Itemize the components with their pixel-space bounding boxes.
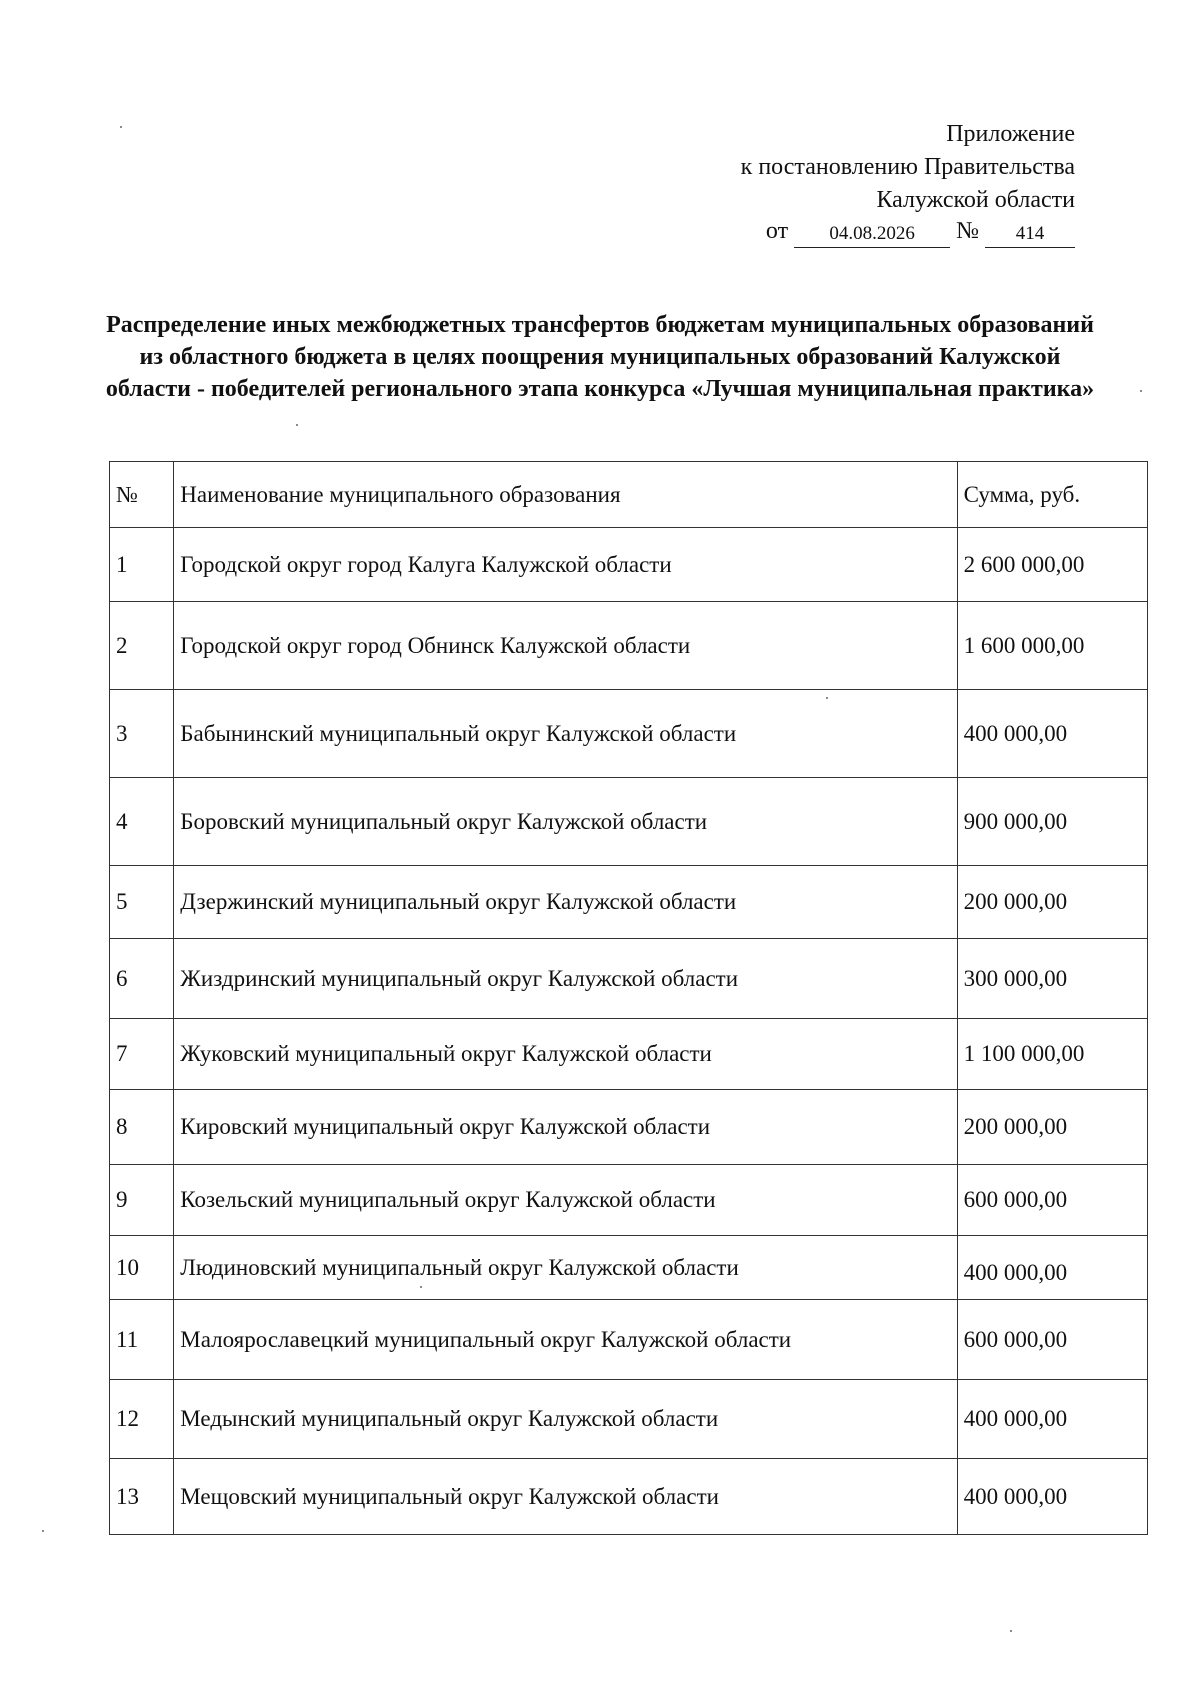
scan-speck xyxy=(1140,390,1142,392)
decree-date: 04.08.2026 xyxy=(794,221,950,248)
table-row xyxy=(110,690,1148,778)
appendix-line: Калужской области xyxy=(876,187,1075,213)
appendix-line: к постановлению Правительства xyxy=(740,154,1075,180)
row-sum: 1 100 000,00 xyxy=(957,1019,1147,1090)
decree-number: 414 xyxy=(985,221,1075,248)
row-sum: 1 600 000,00 xyxy=(957,602,1147,690)
table-row xyxy=(110,1236,1148,1300)
scan-speck xyxy=(826,697,828,699)
row-name: Кировский муниципальный округ Калужской области xyxy=(174,1090,957,1165)
row-number: 5 xyxy=(110,866,174,939)
table-header-row xyxy=(110,462,1148,528)
scan-speck xyxy=(296,424,298,426)
appendix-line: Приложение xyxy=(946,121,1075,147)
row-name: Малоярославецкий муниципальный округ Калужской области xyxy=(174,1300,957,1380)
appendix-reference xyxy=(741,215,1075,248)
row-name: Жуковский муниципальный округ Калужской области xyxy=(174,1019,957,1090)
row-sum: 400 000,00 xyxy=(957,1459,1147,1535)
table-row xyxy=(110,778,1148,866)
table-row xyxy=(110,1019,1148,1090)
header-sum: Сумма, руб. xyxy=(957,462,1147,528)
row-number: 8 xyxy=(110,1090,174,1165)
row-name: Мещовский муниципальный округ Калужской области xyxy=(174,1459,957,1535)
row-sum: 900 000,00 xyxy=(957,778,1147,866)
row-name: Медынский муниципальный округ Калужской области xyxy=(174,1380,957,1459)
row-name: Людиновский муниципальный округ Калужской области xyxy=(174,1236,957,1300)
scan-speck xyxy=(1010,1630,1012,1632)
row-number: 11 xyxy=(110,1300,174,1380)
appendix-block xyxy=(741,118,1075,248)
row-name: Городской округ город Калуга Калужской области xyxy=(174,528,957,602)
table-row xyxy=(110,1090,1148,1165)
table-row xyxy=(110,528,1148,602)
row-sum: 600 000,00 xyxy=(957,1300,1147,1380)
row-sum: 300 000,00 xyxy=(957,939,1147,1019)
date-prefix: от xyxy=(765,218,789,244)
scan-speck xyxy=(42,1530,44,1532)
row-sum: 200 000,00 xyxy=(957,866,1147,939)
row-number: 10 xyxy=(110,1236,174,1300)
row-number: 1 xyxy=(110,528,174,602)
table-row xyxy=(110,1380,1148,1459)
table-row xyxy=(110,866,1148,939)
row-name: Козельский муниципальный округ Калужской области xyxy=(174,1165,957,1236)
row-number: 2 xyxy=(110,602,174,690)
row-name: Бабынинский муниципальный округ Калужской области xyxy=(174,690,957,778)
row-name: Боровский муниципальный округ Калужской области xyxy=(174,778,957,866)
row-sum: 600 000,00 xyxy=(957,1165,1147,1236)
row-sum: 200 000,00 xyxy=(957,1090,1147,1165)
table-row xyxy=(110,1300,1148,1380)
row-sum: 400 000,00 xyxy=(957,1236,1147,1300)
row-sum: 400 000,00 xyxy=(957,690,1147,778)
row-number: 13 xyxy=(110,1459,174,1535)
row-number: 9 xyxy=(110,1165,174,1236)
row-sum: 2 600 000,00 xyxy=(957,528,1147,602)
row-name: Жиздринский муниципальный округ Калужской области xyxy=(174,939,957,1019)
distribution-table xyxy=(109,461,1148,1535)
header-number: № xyxy=(110,462,174,528)
row-name: Дзержинский муниципальный округ Калужской области xyxy=(174,866,957,939)
table-row xyxy=(110,602,1148,690)
row-sum: 400 000,00 xyxy=(957,1380,1147,1459)
number-prefix: № xyxy=(956,218,979,244)
row-number: 7 xyxy=(110,1019,174,1090)
row-number: 6 xyxy=(110,939,174,1019)
row-number: 3 xyxy=(110,690,174,778)
table-row xyxy=(110,1459,1148,1535)
scan-speck xyxy=(420,1286,422,1288)
row-number: 4 xyxy=(110,778,174,866)
row-name: Городской округ город Обнинск Калужской области xyxy=(174,602,957,690)
row-number: 12 xyxy=(110,1380,174,1459)
document-title: Распределение иных межбюджетных трансфертов бюджетам муниципальных образований из областного бюджета в целях поощрения муниципальных образований Калужской области - победителей регионального этапа конкурса «Лучшая муниципальная практика» xyxy=(105,312,1095,402)
table-row xyxy=(110,939,1148,1019)
table-row xyxy=(110,1165,1148,1236)
header-name: Наименование муниципального образования xyxy=(174,462,957,528)
scan-speck xyxy=(120,126,122,128)
